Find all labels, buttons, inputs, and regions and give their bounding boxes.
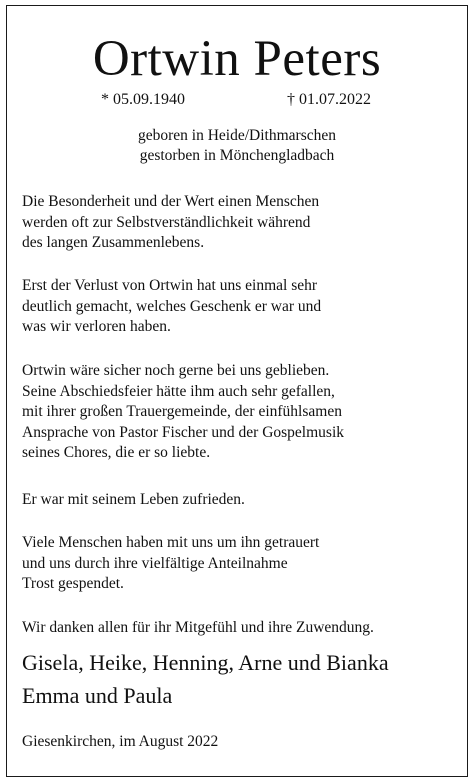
death-place: gestorben in Mönchengladbach	[139, 147, 335, 164]
deceased-name: Ortwin Peters	[92, 31, 382, 87]
places-block	[0, 126, 474, 166]
text-line: Er war mit seinem Leben zufrieden.	[22, 491, 245, 508]
text-line: mit ihrer großen Trauergemeinde, der einfühlsamen	[22, 403, 342, 420]
text-line: Ansprache von Pastor Fischer und der Gospelmusik	[22, 423, 345, 441]
text-line: werden oft zur Selbstverständlichkeit während	[22, 213, 311, 231]
text-line: Seine Abschiedsfeier hätte ihm auch sehr gefallen,	[22, 382, 335, 400]
paragraph-loss	[22, 276, 462, 338]
death-date: † 01.07.2022	[287, 91, 371, 108]
text-line: deutlich gemacht, welches Geschenk er war und	[22, 297, 322, 315]
text-line: Trost gespendet.	[22, 575, 124, 592]
family-names-line-2: Emma und Paula	[22, 683, 173, 708]
birth-date: * 05.09.1940	[101, 91, 185, 108]
paragraph-farewell	[22, 361, 462, 464]
family-names-line-1: Gisela, Heike, Henning, Arne und Bianka	[22, 650, 389, 675]
text-line: was wir verloren haben.	[22, 318, 171, 335]
birth-place: geboren in Heide/Dithmarschen	[138, 127, 336, 144]
text-line: seines Chores, die er so liebte.	[22, 444, 211, 461]
paragraph-value	[22, 192, 462, 254]
paragraph-content	[22, 490, 462, 511]
paragraph-mourning	[22, 533, 462, 595]
text-line: Viele Menschen haben mit uns um ihn getrauert	[22, 534, 320, 551]
text-line: Ortwin wäre sicher noch gerne bei uns geblieben.	[22, 362, 330, 379]
text-line: des langen Zusammenlebens.	[22, 234, 205, 251]
text-line: Wir danken allen für ihr Mitgefühl und ihre Zuwendung.	[22, 619, 374, 636]
text-line: Die Besonderheit und der Wert einen Menschen	[22, 193, 320, 210]
paragraph-thanks	[22, 618, 462, 639]
text-line: Erst der Verlust von Ortwin hat uns einmal sehr	[22, 277, 318, 294]
text-line: und uns durch ihre vielfältige Anteilnahme	[22, 554, 288, 572]
place-and-date: Giesenkirchen, im August 2022	[22, 733, 219, 750]
